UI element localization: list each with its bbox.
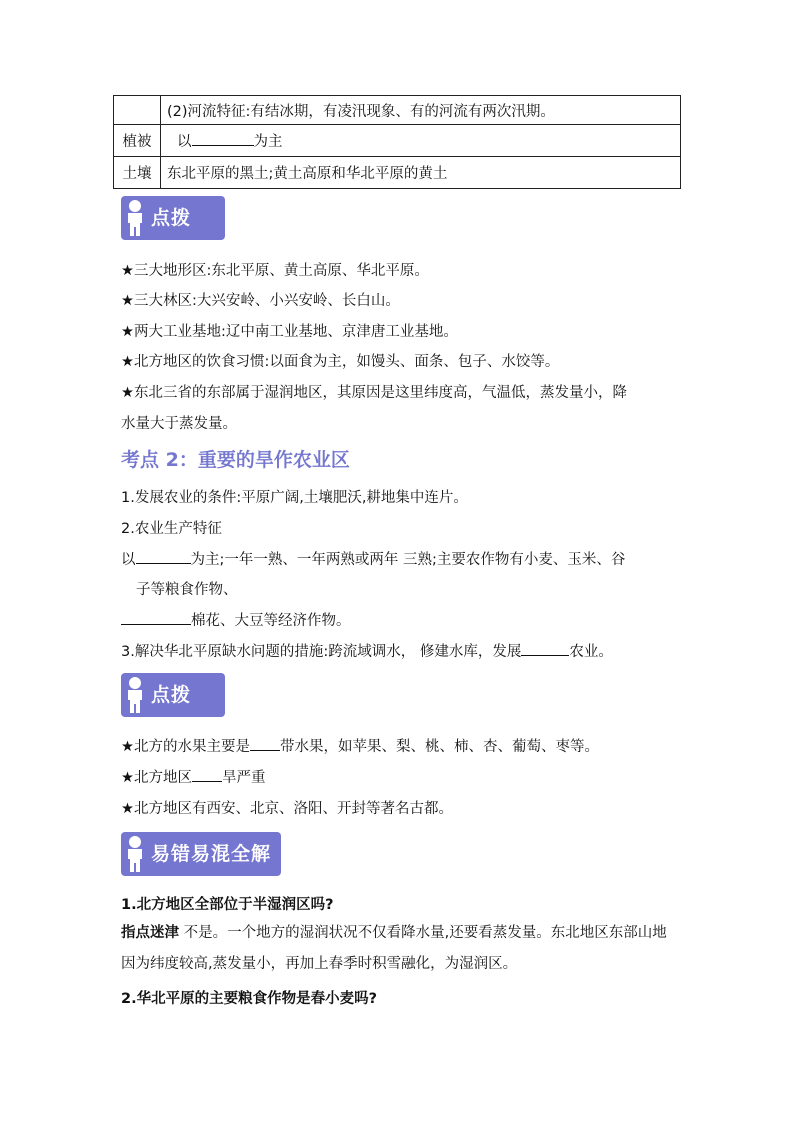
text: 农业。 [569, 644, 613, 660]
person-icon [124, 676, 146, 714]
person-icon [124, 835, 146, 873]
table-row [114, 125, 681, 157]
tip-line: ★北方地区的饮食习惯:以面食为主，如馒头、面条、包子、水饺等。 [121, 354, 560, 370]
tip-badge [121, 196, 225, 240]
tip-line: ★东北三省的东部属于湿润地区，其原因是这里纬度高，气温低，蒸发量小，降 [121, 385, 627, 401]
info-table [113, 95, 681, 189]
answer [121, 918, 677, 980]
tip-line: ★两大工业基地:辽中南工业基地、京津唐工业基地。 [121, 324, 458, 340]
list-item: 1.发展农业的条件:平原广阔,土壤肥沃,耕地集中连片。 [121, 490, 468, 506]
person-icon [124, 199, 146, 237]
row-content: 东北平原的黑土;黄土高原和华北平原的黄土 [161, 157, 681, 189]
tip-badge [121, 673, 225, 717]
row-label: 土壤 [114, 157, 161, 189]
badge-label: 点拨 [151, 684, 192, 706]
badge-label: 易错易混全解 [151, 843, 272, 865]
answer-text: 不是。一个地方的湿润状况不仅看降水量,还要看蒸发量。东北地区东部山地因为纬度较高,蒸发量小，再加上春季时积雪融化，为湿润区。 [121, 925, 667, 972]
text: 3.解决华北平原缺水问题的措施:跨流域调水， 修建水库，发展 [121, 644, 522, 660]
tip-line: 水量大于蒸发量。 [121, 416, 237, 432]
section-heading: 考点 2：重要的旱作农业区 [121, 449, 350, 471]
list-item [121, 640, 613, 661]
list-item: 2.农业生产特征 [121, 521, 222, 537]
table-row [114, 96, 681, 125]
badge-label: 点拨 [151, 207, 192, 229]
text: 以 [177, 134, 192, 150]
text: 带水果，如苹果、梨、桃、柿、杏、葡萄、枣等。 [280, 739, 599, 755]
mistakes-badge [121, 832, 281, 876]
text: ★北方地区 [121, 770, 192, 786]
tip-line [121, 735, 599, 756]
list-item: 子等粮食作物、 [136, 582, 238, 598]
question: 1.北方地区全部位于半湿润区吗? [121, 897, 334, 913]
fill-blank [192, 767, 222, 782]
tip-line: ★北方地区有西安、北京、洛阳、开封等著名古都。 [121, 801, 453, 817]
tip-line [121, 766, 266, 787]
text: 为主;一年一熟、一年两熟或两年 三熟;主要农作物有小麦、玉米、谷 [190, 552, 626, 568]
row-content [161, 125, 681, 157]
answer-label: 指点迷津 [121, 925, 179, 941]
list-item [121, 548, 625, 569]
tip-line: ★三大地形区:东北平原、黄土高原、华北平原。 [121, 263, 429, 279]
fill-blank [250, 736, 280, 751]
fill-blank [192, 131, 254, 146]
text: ★北方的水果主要是 [121, 739, 250, 755]
row-label: 植被 [114, 125, 161, 157]
text: 棉花、大豆等经济作物。 [191, 613, 351, 629]
text: 旱严重 [222, 770, 266, 786]
fill-blank [121, 610, 191, 625]
tip-line: ★三大林区:大兴安岭、小兴安岭、长白山。 [121, 293, 400, 309]
text: 以 [121, 552, 136, 568]
fill-blank [521, 641, 569, 656]
row-content: (2)河流特征:有结冰期，有凌汛现象、有的河流有两次汛期。 [161, 96, 681, 125]
row-label [114, 96, 161, 125]
list-item [121, 609, 351, 630]
fill-blank [136, 549, 191, 564]
table-row [114, 157, 681, 189]
question: 2.华北平原的主要粮食作物是春小麦吗? [121, 991, 378, 1007]
text: 为主 [253, 134, 283, 150]
